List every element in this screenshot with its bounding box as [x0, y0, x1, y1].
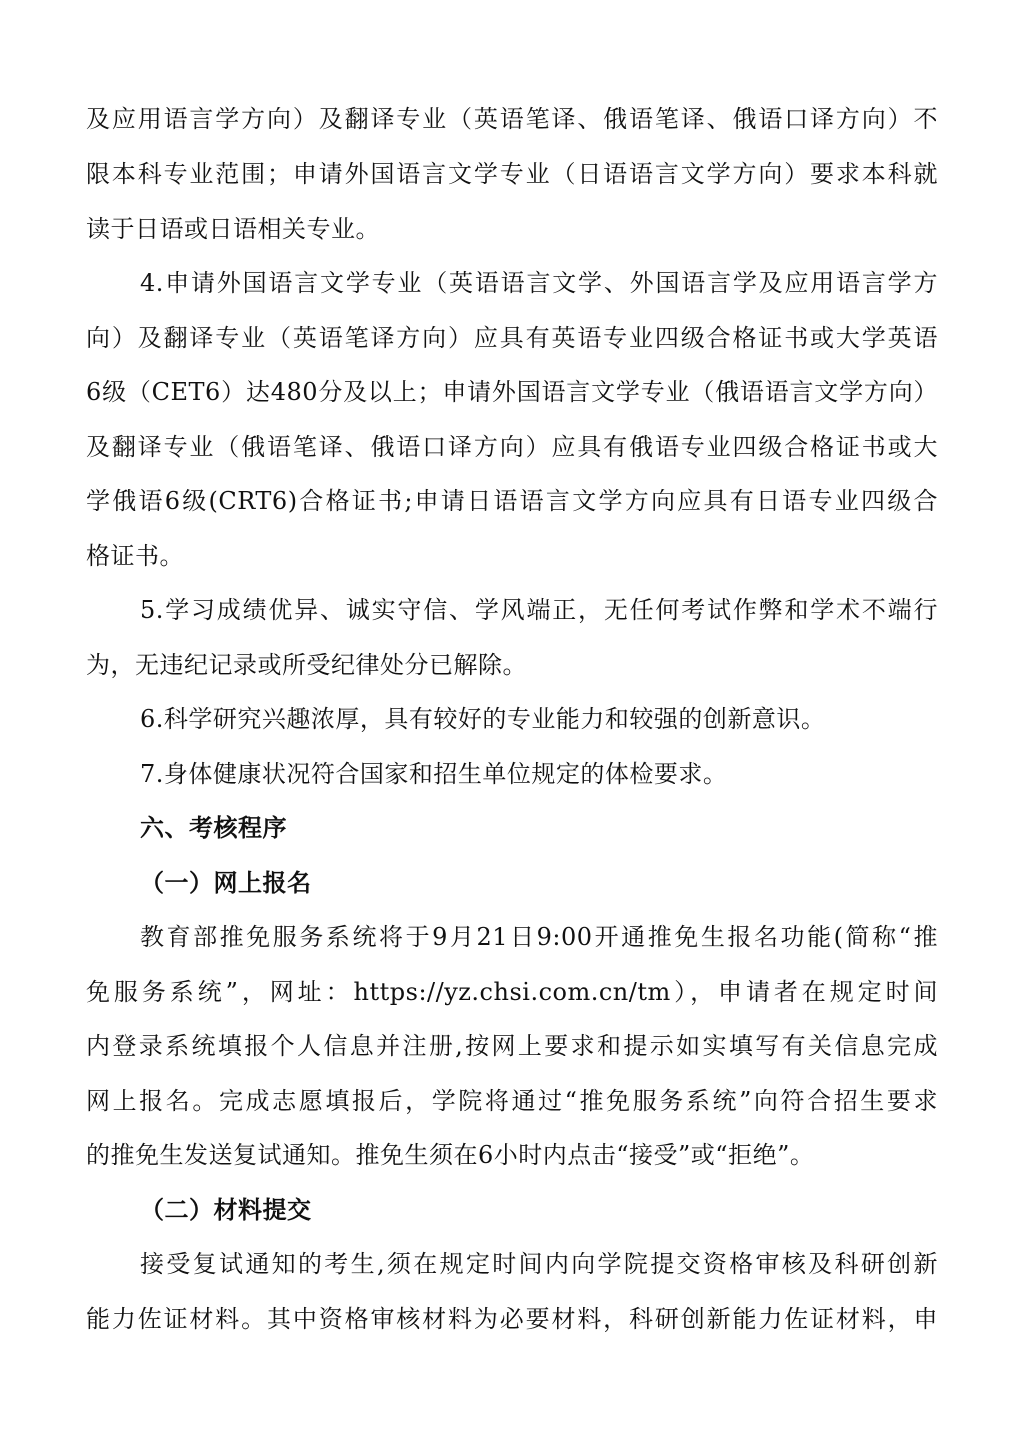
section-heading: 六、考核程序 [140, 814, 287, 842]
paragraph-line: 的推免生发送复试通知。推免生须在6小时内点击“接受”或“拒绝”。 [86, 1141, 815, 1169]
paragraph-line: 限本科专业范围；申请外国语言文学专业（日语语言文学方向）要求本科就 [86, 160, 938, 188]
paragraph-line: 格证书。 [86, 542, 184, 570]
list-item-6: 6.科学研究兴趣浓厚，具有较好的专业能力和较强的创新意识。 [140, 705, 826, 733]
list-item-7: 7.身体健康状况符合国家和招生单位规定的体检要求。 [140, 760, 728, 788]
paragraph-line: 及翻译专业（俄语笔译、俄语口译方向）应具有俄语专业四级合格证书或大 [86, 433, 938, 461]
paragraph-line: 内登录系统填报个人信息并注册,按网上要求和提示如实填写有关信息完成 [86, 1032, 938, 1060]
paragraph-line: 教育部推免服务系统将于9月21日9:00开通推免生报名功能(简称“推 [140, 923, 938, 951]
paragraph-line: 免服务系统”，网址：https://yz.chsi.com.cn/tm），申请者在规定时间 [86, 978, 938, 1006]
subsection-heading: （一）网上报名 [140, 869, 312, 897]
paragraph-line: 为，无违纪记录或所受纪律处分已解除。 [86, 651, 527, 679]
paragraph-line: 向）及翻译专业（英语笔译方向）应具有英语专业四级合格证书或大学英语 [86, 324, 938, 352]
paragraph-line: 及应用语言学方向）及翻译专业（英语笔译、俄语笔译、俄语口译方向）不 [86, 105, 938, 133]
list-item-5-line: 5.学习成绩优异、诚实守信、学风端正，无任何考试作弊和学术不端行 [140, 596, 938, 624]
paragraph-line: 接受复试通知的考生,须在规定时间内向学院提交资格审核及科研创新 [140, 1250, 938, 1278]
paragraph-line: 能力佐证材料。其中资格审核材料为必要材料，科研创新能力佐证材料，申 [86, 1305, 938, 1333]
subsection-heading: （二）材料提交 [140, 1196, 312, 1224]
paragraph-line: 学俄语6级(CRT6)合格证书;申请日语语言文学方向应具有日语专业四级合 [86, 487, 938, 515]
list-item-4-line: 4.申请外国语言文学专业（英语语言文学、外国语言学及应用语言学方 [140, 269, 938, 297]
paragraph-line: 6级（CET6）达480分及以上；申请外国语言文学专业（俄语语言文学方向） [86, 378, 938, 406]
paragraph-line: 网上报名。完成志愿填报后，学院将通过“推免服务系统”向符合招生要求 [86, 1087, 938, 1115]
paragraph-line: 读于日语或日语相关专业。 [86, 215, 380, 243]
